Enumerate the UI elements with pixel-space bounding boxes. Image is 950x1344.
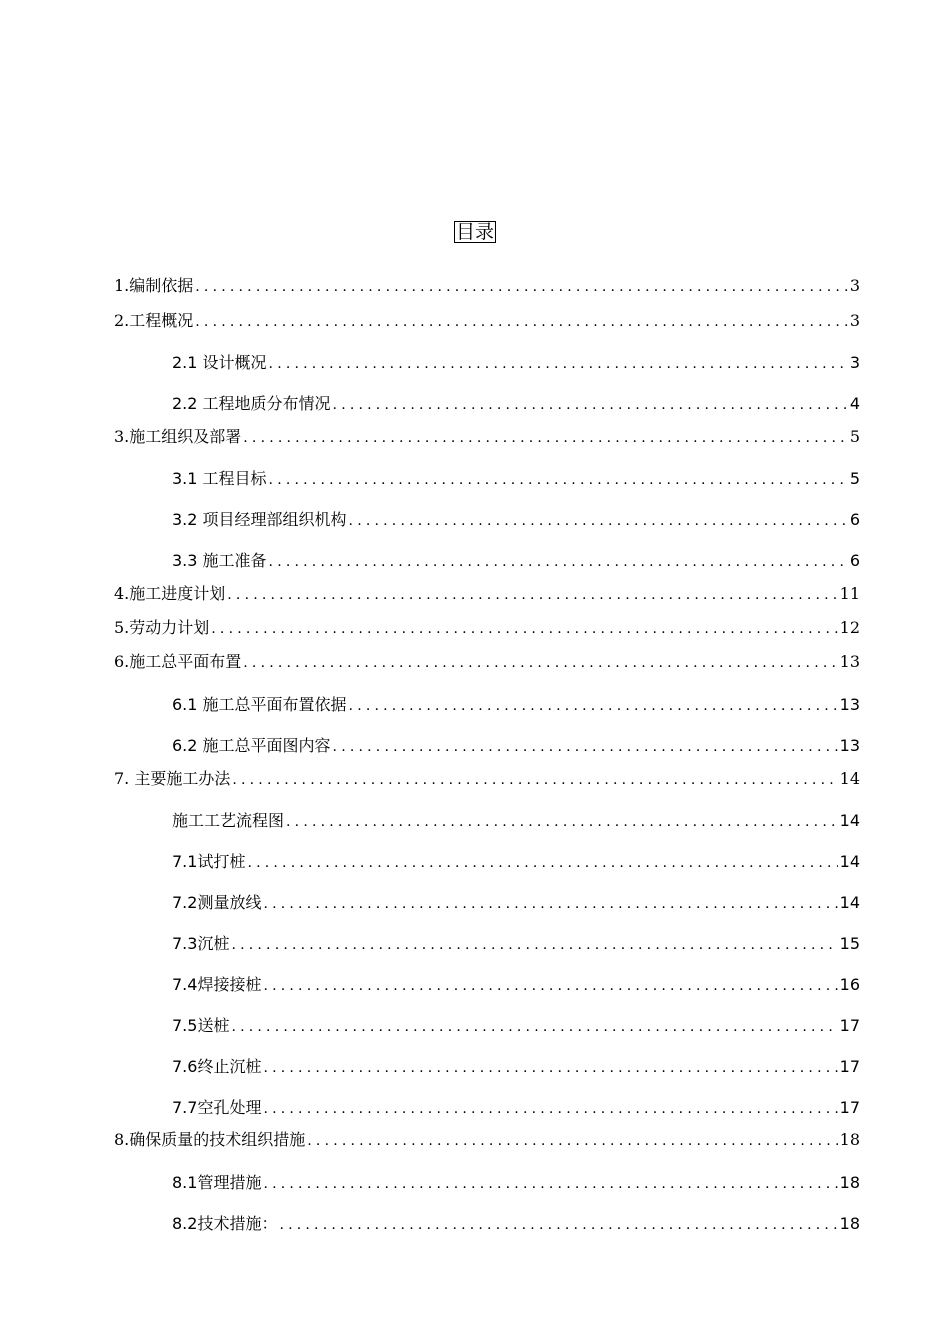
toc-entry-page-number: 5 bbox=[849, 469, 860, 488]
toc-entry-page-number: 13 bbox=[839, 695, 860, 714]
toc-entry-label: 7.4焊接接桩 bbox=[172, 975, 262, 994]
toc-entry-page-number: 12 bbox=[839, 618, 860, 637]
toc-entry[interactable] bbox=[172, 1055, 860, 1079]
toc-entry[interactable] bbox=[172, 508, 860, 532]
toc-entry-label: 6.施工总平面布置 bbox=[114, 652, 242, 671]
toc-title-text: 目录 bbox=[455, 221, 494, 243]
toc-entry-page-number: 13 bbox=[839, 736, 860, 755]
toc-dot-leader bbox=[269, 468, 848, 492]
toc-entry[interactable] bbox=[172, 973, 860, 997]
toc-entry-page-number: 18 bbox=[839, 1130, 860, 1149]
toc-entry[interactable] bbox=[114, 616, 860, 640]
toc-entry-page-number: 14 bbox=[839, 811, 860, 830]
toc-dot-leader bbox=[195, 310, 848, 334]
toc-entry-page-number: 14 bbox=[839, 852, 860, 871]
toc-dot-leader bbox=[227, 583, 837, 607]
toc-dot-leader bbox=[269, 550, 848, 574]
toc-entry-page-number: 3 bbox=[849, 276, 860, 295]
toc-entry-page-number: 18 bbox=[839, 1173, 860, 1192]
toc-entry[interactable] bbox=[172, 1096, 860, 1120]
toc-entry[interactable] bbox=[114, 309, 860, 333]
toc-entry-page-number: 14 bbox=[839, 893, 860, 912]
toc-entry-label: 3.施工组织及部署 bbox=[114, 427, 242, 446]
toc-entry-page-number: 17 bbox=[839, 1057, 860, 1076]
toc-entry-page-number: 3 bbox=[849, 311, 860, 330]
toc-dot-leader bbox=[211, 617, 837, 641]
toc-entry[interactable] bbox=[172, 1212, 860, 1236]
toc-entry[interactable] bbox=[172, 549, 860, 573]
toc-entry-page-number: 14 bbox=[839, 769, 860, 788]
toc-entry[interactable] bbox=[172, 351, 860, 375]
toc-dot-leader bbox=[263, 1172, 837, 1196]
toc-entry-label: 4.施工进度计划 bbox=[114, 584, 226, 603]
toc-entry[interactable] bbox=[172, 891, 860, 915]
toc-entry-label: 施工工艺流程图 bbox=[172, 811, 285, 830]
toc-entry-page-number: 17 bbox=[839, 1098, 860, 1117]
toc-dot-leader bbox=[349, 509, 848, 533]
toc-dot-leader bbox=[231, 1015, 837, 1039]
toc-dot-leader bbox=[333, 735, 838, 759]
toc-dot-leader bbox=[263, 1056, 837, 1080]
toc-entry-label: 2.工程概况 bbox=[114, 311, 194, 330]
toc-entry-page-number: 6 bbox=[849, 510, 860, 529]
toc-dot-leader bbox=[286, 810, 838, 834]
toc-entry-page-number: 11 bbox=[839, 584, 860, 603]
toc-dot-leader bbox=[349, 694, 838, 718]
toc-dot-leader bbox=[195, 275, 848, 299]
toc-entry[interactable] bbox=[172, 850, 860, 874]
toc-entry[interactable] bbox=[172, 392, 860, 416]
toc-dot-leader bbox=[247, 851, 837, 875]
toc-entry-page-number: 17 bbox=[839, 1016, 860, 1035]
toc-entry-label: 5.劳动力计划 bbox=[114, 618, 210, 637]
toc-entry-page-number: 18 bbox=[839, 1214, 860, 1233]
toc-entry-label: 7. 主要施工办法 bbox=[114, 769, 231, 788]
toc-dot-leader bbox=[269, 352, 848, 376]
toc-entry[interactable] bbox=[172, 1014, 860, 1038]
toc-entry-label: 7.3沉桩 bbox=[172, 934, 230, 953]
toc-entry-page-number: 4 bbox=[849, 394, 860, 413]
toc-entry[interactable] bbox=[114, 767, 860, 791]
toc-dot-leader bbox=[243, 426, 848, 450]
toc-entry-page-number: 3 bbox=[849, 353, 860, 372]
toc-entry-label: 3.1 工程目标 bbox=[172, 469, 267, 488]
toc-entry-label: 8.2技术措施： bbox=[172, 1214, 278, 1233]
toc-entry[interactable] bbox=[114, 1128, 860, 1152]
toc-entry[interactable] bbox=[172, 734, 860, 758]
toc-entry-label: 7.5送桩 bbox=[172, 1016, 230, 1035]
toc-dot-leader bbox=[263, 892, 837, 916]
toc-entry[interactable] bbox=[172, 467, 860, 491]
toc-entry[interactable] bbox=[172, 932, 860, 956]
toc-entry-page-number: 5 bbox=[849, 427, 860, 446]
toc-entry-label: 8.确保质量的技术组织措施 bbox=[114, 1130, 306, 1149]
toc-entry-label: 6.1 施工总平面布置依据 bbox=[172, 695, 347, 714]
toc-entry-label: 3.2 项目经理部组织机构 bbox=[172, 510, 347, 529]
toc-entry-label: 1.编制依据 bbox=[114, 276, 194, 295]
toc-dot-leader bbox=[243, 651, 837, 675]
toc-entry[interactable] bbox=[114, 650, 860, 674]
toc-entry-page-number: 13 bbox=[839, 652, 860, 671]
toc-entry-label: 6.2 施工总平面图内容 bbox=[172, 736, 331, 755]
toc-entry-label: 7.2测量放线 bbox=[172, 893, 262, 912]
toc-entry[interactable] bbox=[114, 582, 860, 606]
toc-entry-label: 3.3 施工准备 bbox=[172, 551, 267, 570]
toc-entry-label: 7.1试打桩 bbox=[172, 852, 246, 871]
toc-entry[interactable] bbox=[114, 425, 860, 449]
toc-dot-leader bbox=[263, 974, 837, 998]
toc-dot-leader bbox=[231, 933, 837, 957]
toc-entry[interactable] bbox=[172, 809, 860, 833]
toc-dot-leader bbox=[307, 1129, 837, 1153]
toc-dot-leader bbox=[333, 393, 848, 417]
toc-entry[interactable] bbox=[172, 1171, 860, 1195]
toc-entry-label: 7.6终止沉桩 bbox=[172, 1057, 262, 1076]
toc-dot-leader bbox=[279, 1213, 837, 1237]
toc-entry-label: 8.1管理措施 bbox=[172, 1173, 262, 1192]
toc-dot-leader bbox=[263, 1097, 837, 1121]
toc-entry[interactable] bbox=[114, 274, 860, 298]
toc-entry-label: 2.2 工程地质分布情况 bbox=[172, 394, 331, 413]
toc-entry[interactable] bbox=[172, 693, 860, 717]
toc-entry-page-number: 6 bbox=[849, 551, 860, 570]
toc-entry-page-number: 15 bbox=[839, 934, 860, 953]
toc-entry-page-number: 16 bbox=[839, 975, 860, 994]
toc-dot-leader bbox=[232, 768, 837, 792]
toc-entry-label: 7.7空孔处理 bbox=[172, 1098, 262, 1117]
toc-entry-label: 2.1 设计概况 bbox=[172, 353, 267, 372]
